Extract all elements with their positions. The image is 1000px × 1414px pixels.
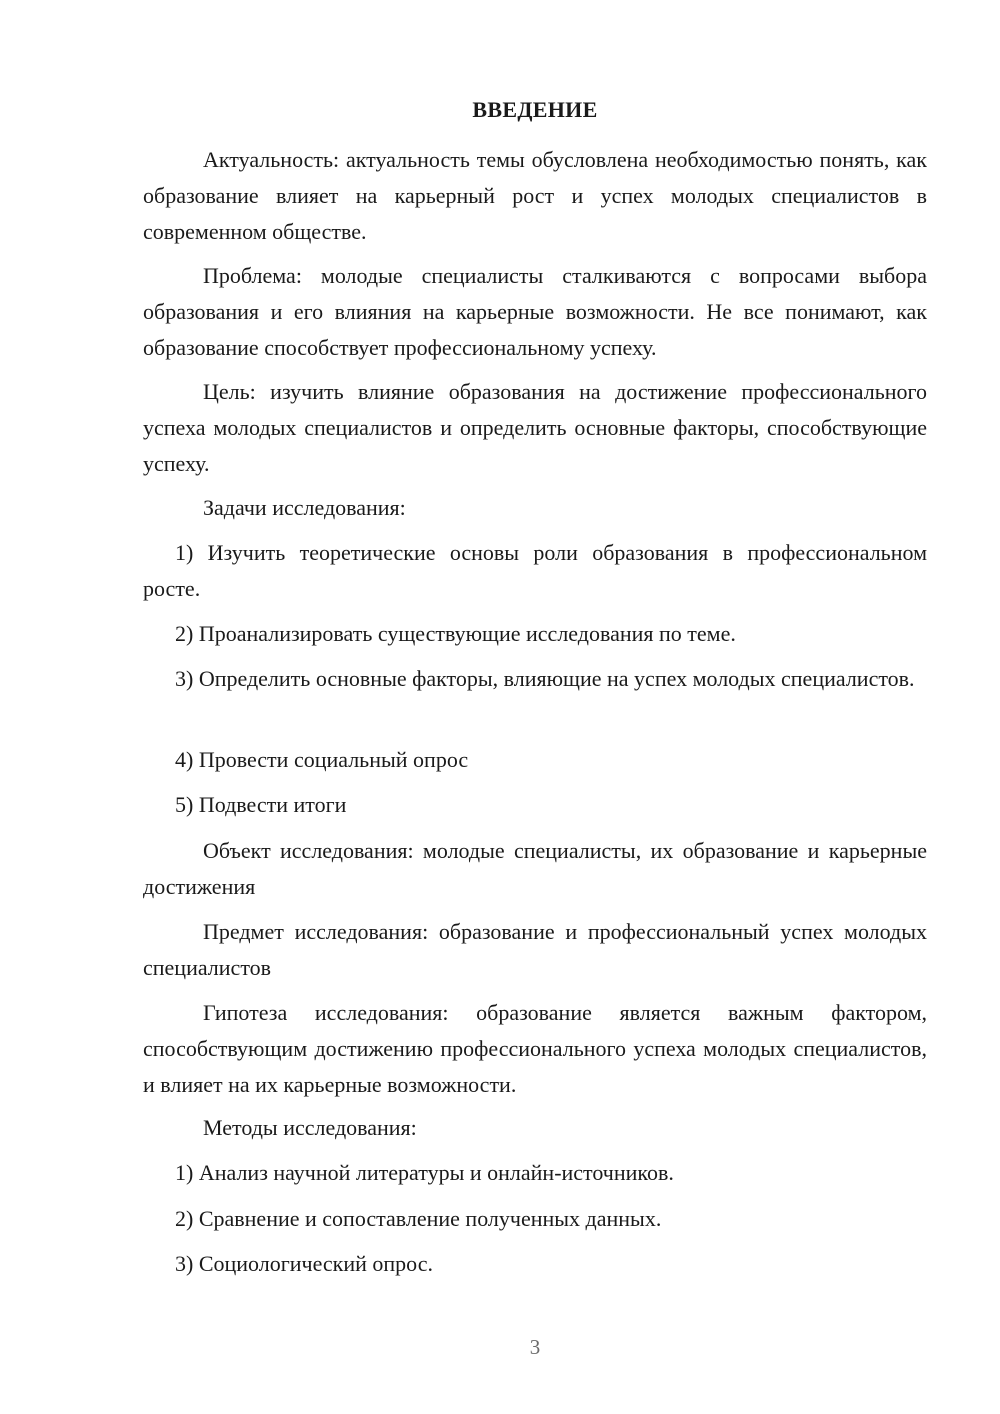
paragraph-goal: Цель: изучить влияние образования на достижение профессионального успеха молодых специалистов и определить основные факторы, способствующие успеху. — [143, 379, 927, 476]
method-item-3: 3) Социологический опрос. — [175, 1251, 433, 1276]
paragraph-hypothesis: Гипотеза исследования: образование является важным фактором, способствующим достижению профессионального успеха молодых специалистов, и влияет на их карьерные возможности. — [143, 1000, 927, 1097]
task-item-1: 1) Изучить теоретические основы роли образования в профессиональном росте. — [143, 540, 927, 601]
methods-heading: Методы исследования: — [203, 1115, 417, 1140]
task-item-5: 5) Подвести итоги — [175, 792, 347, 817]
paragraph-subject: Предмет исследования: образование и профессиональный успех молодых специалистов — [143, 919, 927, 980]
method-item-2: 2) Сравнение и сопоставление полученных данных. — [175, 1206, 662, 1231]
document-page — [143, 0, 927, 1414]
paragraph-relevance: Актуальность: актуальность темы обусловлена необходимостью понять, как образование влияет на карьерный рост и успех молодых специалистов в современном обществе. — [143, 147, 927, 244]
task-item-4: 4) Провести социальный опрос — [175, 747, 469, 772]
task-item-3: 3) Определить основные факторы, влияющие на успех молодых специалистов. — [175, 666, 915, 691]
page-number: 3 — [529, 1335, 541, 1359]
task-item-2: 2) Проанализировать существующие исследования по теме. — [175, 621, 736, 646]
section-title: ВВЕДЕНИЕ — [472, 97, 598, 122]
method-item-1: 1) Анализ научной литературы и онлайн-источников. — [175, 1160, 674, 1185]
tasks-heading: Задачи исследования: — [203, 495, 406, 520]
paragraph-object: Объект исследования: молодые специалисты, их образование и карьерные достижения — [143, 838, 927, 899]
paragraph-problem: Проблема: молодые специалисты сталкиваются с вопросами выбора образования и его влияния на карьерные возможности. Не все понимают, как образование способствует профессиональному успеху. — [143, 263, 927, 360]
